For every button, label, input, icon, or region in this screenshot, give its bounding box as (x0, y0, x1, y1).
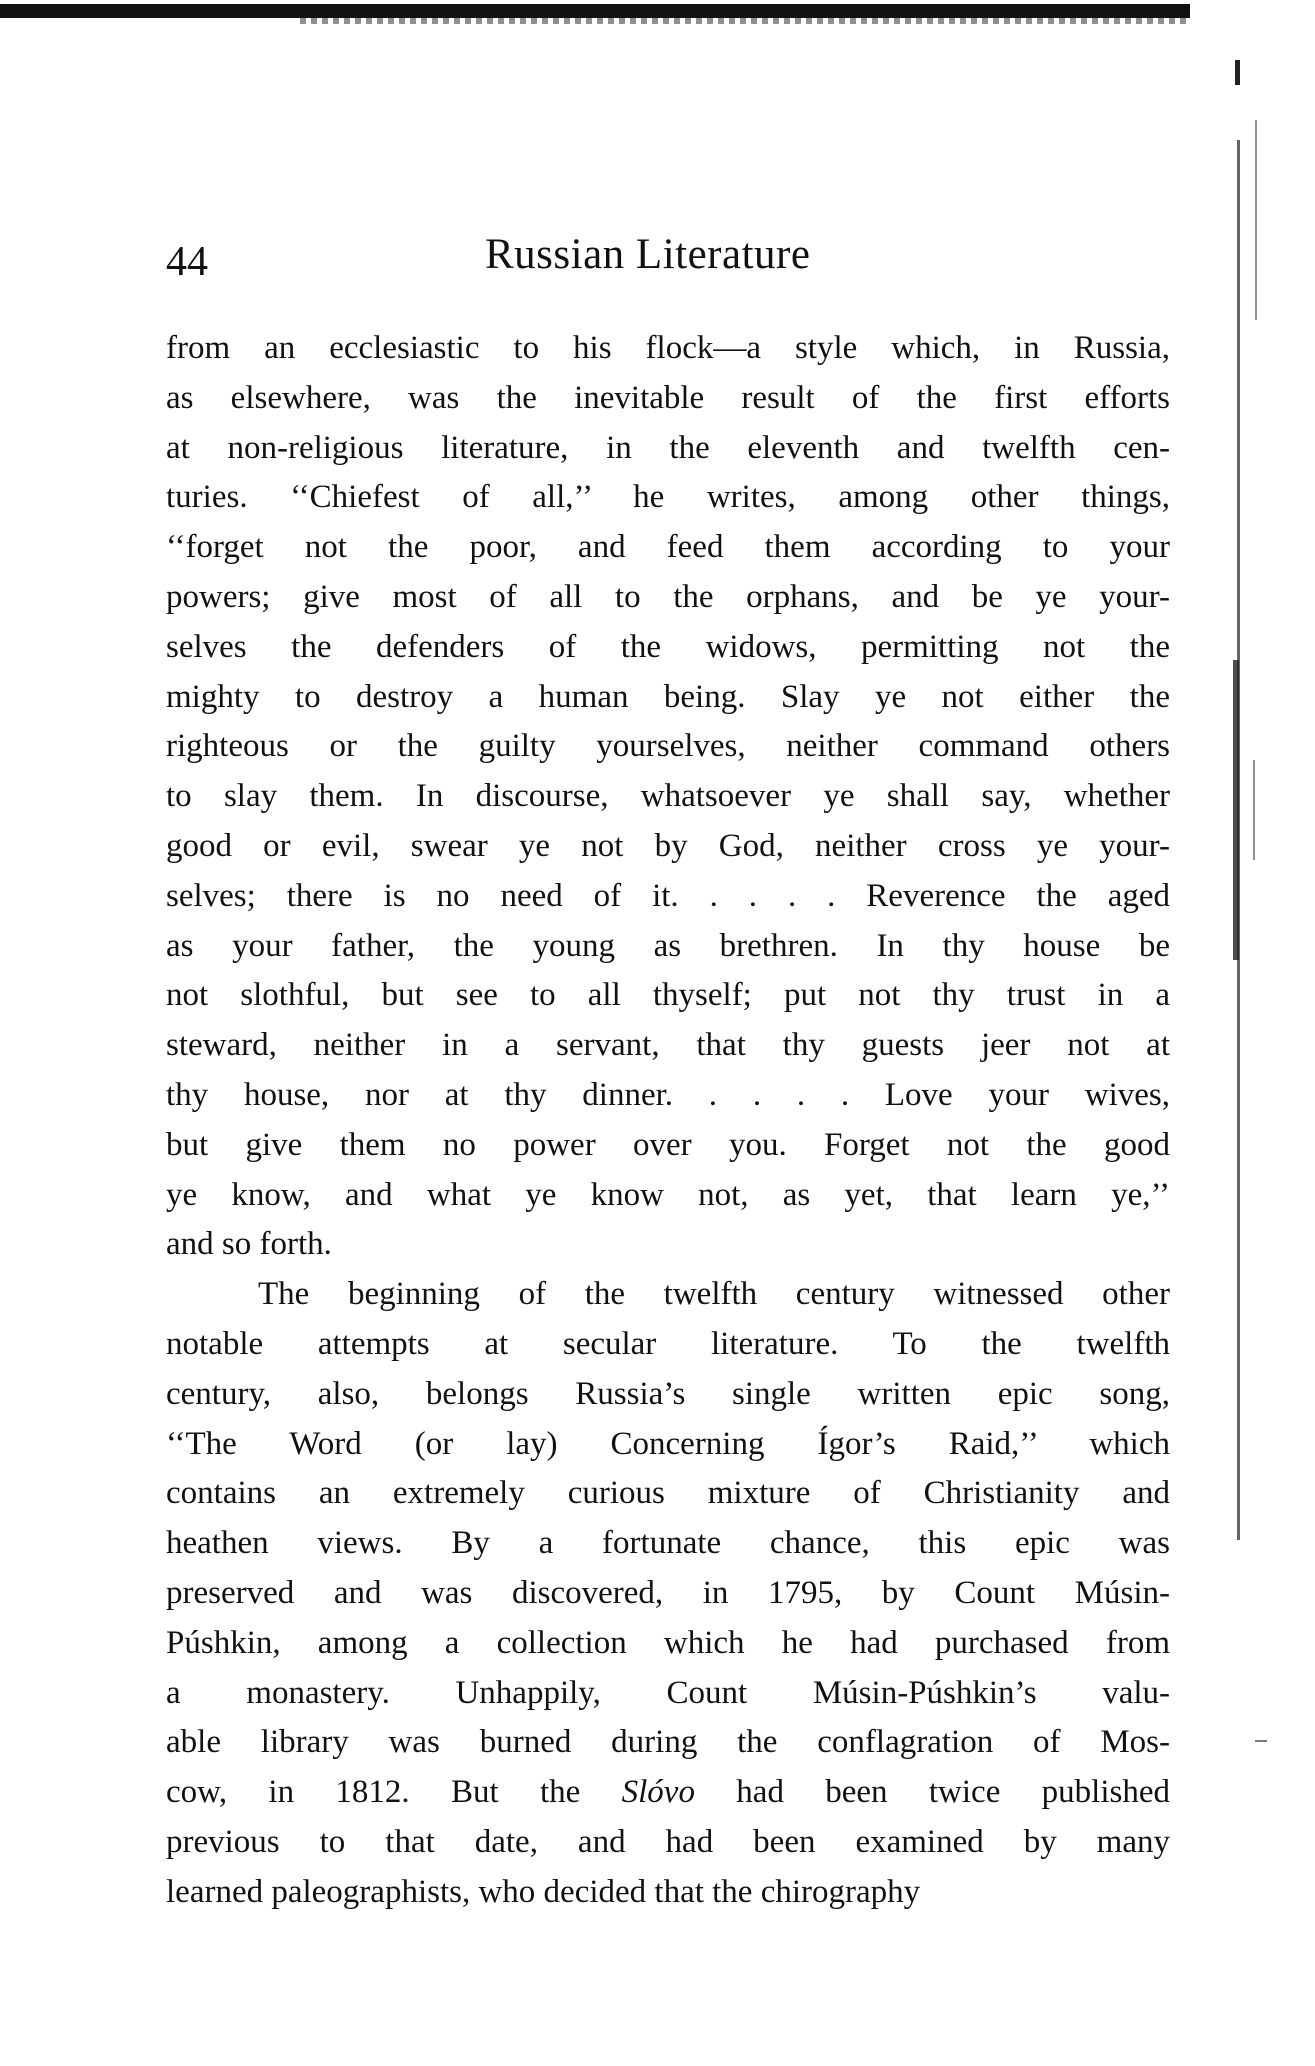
page-number: 44 (166, 239, 208, 285)
text-line: preserved and was discovered, in 1795, by Count Músin- (166, 1574, 1170, 1611)
text-segment: cow, in 1812. But the (166, 1774, 622, 1811)
text-line (166, 1768, 1170, 1818)
text-line: century, also, belongs Russia’s single written epic song, (166, 1375, 1170, 1412)
text-line: from an ecclesiastic to his flock—a style which, in Russia, (166, 330, 1170, 366)
text-line: ‘‘forget not the poor, and feed them according to your (166, 529, 1170, 566)
text-line: turies. ‘‘Chiefest of all,’’ he writes, among other things, (166, 479, 1170, 516)
text-line: contains an extremely curious mixture of Christianity and (166, 1475, 1170, 1512)
scan-margin-marks (1225, 60, 1285, 1760)
text-line: a monastery. Unhappily, Count Músin-Púshkin’s valu- (166, 1674, 1170, 1711)
text-line: previous to that date, and had been examined by many (166, 1823, 1170, 1860)
text-line: ye know, and what ye know not, as yet, that learn ye,’’ (166, 1176, 1170, 1213)
text-line: as your father, the young as brethren. In thy house be (166, 927, 1170, 964)
text-line: powers; give most of all to the orphans, and be ye your- (166, 578, 1170, 615)
text-line: as elsewhere, was the inevitable result of the first efforts (166, 379, 1170, 416)
text-line: selves; there is no need of it. . . . . Reverence the aged (166, 877, 1170, 914)
text-line: righteous or the guilty yourselves, neither command others (166, 728, 1170, 765)
text-line: Púshkin, among a collection which he had purchased from (166, 1624, 1170, 1661)
text-line: to slay them. In discourse, whatsoever ye shall say, whether (166, 778, 1170, 815)
text-line: selves the defenders of the widows, permitting not the (166, 628, 1170, 665)
text-segment: had been twice published (694, 1774, 1171, 1811)
paragraph (166, 1270, 1170, 1917)
text-line: notable attempts at secular literature. To the twelfth (166, 1325, 1170, 1362)
running-head (0, 230, 1315, 290)
italic-title: Slóvo (621, 1774, 695, 1811)
text-line: mighty to destroy a human being. Slay ye not either the (166, 678, 1170, 715)
running-title: Russian Literature (485, 231, 811, 278)
text-line: steward, neither in a servant, that thy guests jeer not at (166, 1027, 1170, 1064)
text-line: heathen views. By a fortunate chance, this epic was (166, 1525, 1170, 1562)
text-line: and so forth. (166, 1226, 332, 1263)
text-line: learned paleographists, who decided that the chirography (166, 1873, 921, 1910)
text-line: good or evil, swear ye not by God, neither cross ye your- (166, 827, 1170, 864)
text-line: thy house, nor at thy dinner. . . . . Love your wives, (166, 1076, 1170, 1113)
text-line: The beginning of the twelfth century witnessed other (258, 1276, 1170, 1313)
text-line: but give them no power over you. Forget not the good (166, 1126, 1170, 1163)
paragraph (166, 324, 1170, 1270)
text-line: ‘‘The Word (or lay) Concerning Ígor’s Raid,’’ which (166, 1425, 1170, 1462)
scan-edge-noise (300, 18, 1190, 24)
text-line: able library was burned during the conflagration of Mos- (166, 1724, 1170, 1761)
text-line: at non-religious literature, in the eleventh and twelfth cen- (166, 429, 1170, 466)
body-text (166, 324, 1170, 1918)
scan-edge-bar (0, 4, 1190, 18)
text-line: not slothful, but see to all thyself; put not thy trust in a (166, 977, 1170, 1014)
